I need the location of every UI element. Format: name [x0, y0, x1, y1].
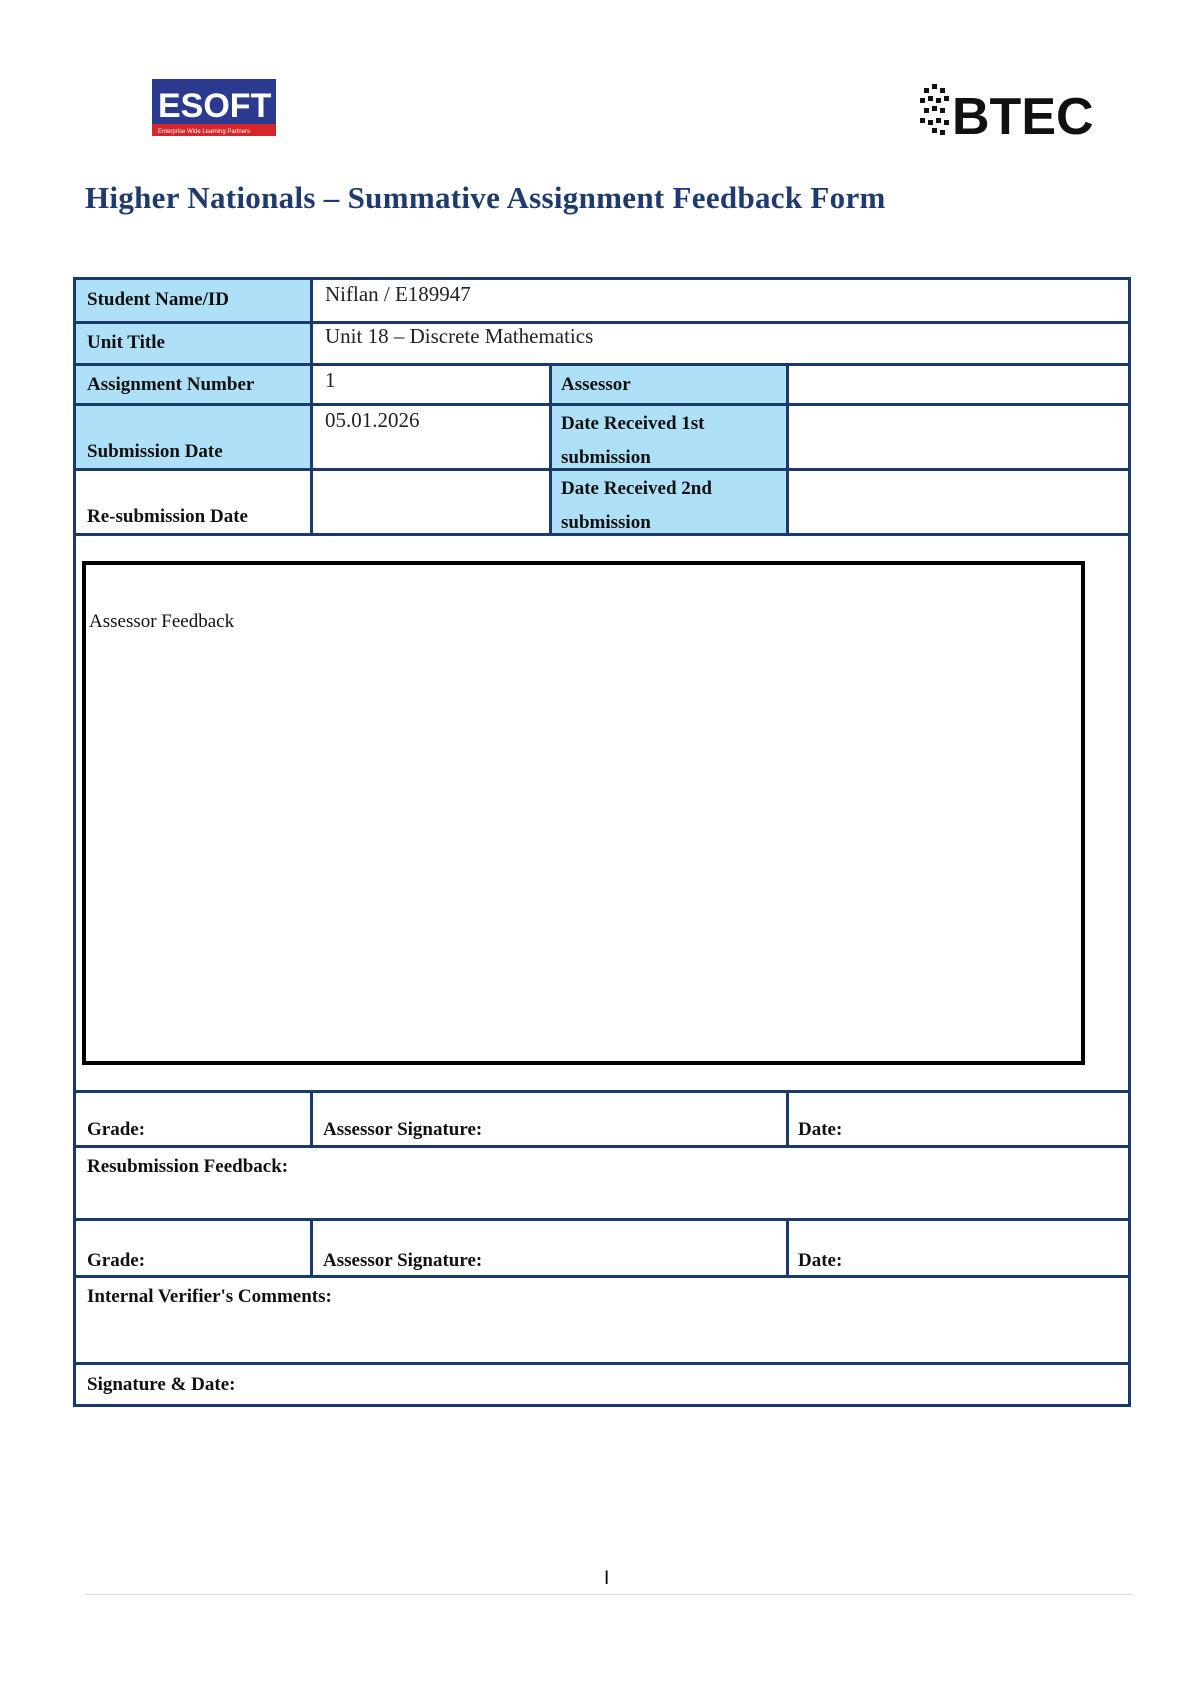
column-divider — [310, 1218, 313, 1275]
date-label: Date: — [798, 1119, 843, 1140]
submission-date-label: Submission Date — [87, 441, 223, 462]
btec-logo-text: BTEC — [952, 88, 1094, 140]
row-divider — [73, 403, 1131, 406]
page-title: Higher Nationals – Summative Assignment Feedback Form — [85, 180, 886, 215]
page-number: I — [604, 1568, 610, 1589]
row-divider — [73, 1090, 1131, 1093]
student-name-value[interactable]: Niflan / E189947 — [325, 282, 471, 306]
submission-date-value[interactable]: 05.01.2026 — [325, 408, 420, 432]
date-received-1-label — [561, 413, 786, 468]
row-divider — [73, 1275, 1131, 1278]
assignment-number-label: Assignment Number — [87, 374, 255, 395]
row-divider — [73, 363, 1131, 366]
column-divider — [786, 363, 789, 533]
grade-label: Grade: — [87, 1119, 146, 1140]
date-received-1-line2: submission — [561, 447, 651, 468]
btec-logo — [920, 82, 1102, 140]
esoft-tagline: Enterprise Wide Learning Partners — [158, 129, 251, 135]
assessor-signature-label-2: Assessor Signature: — [323, 1250, 483, 1271]
grade-label-2: Grade: — [87, 1250, 146, 1271]
student-name-label: Student Name/ID — [87, 289, 229, 310]
date-received-1-line1: Date Received 1st — [561, 413, 705, 434]
date-received-2-line2: submission — [561, 512, 651, 533]
signature-date-label: Signature & Date: — [87, 1374, 236, 1395]
row-divider — [73, 321, 1131, 324]
column-divider — [310, 277, 313, 533]
assessor-feedback-box[interactable] — [82, 561, 1085, 1065]
row-divider — [73, 1218, 1131, 1221]
date-label-2: Date: — [798, 1250, 843, 1271]
column-divider — [310, 1090, 313, 1145]
resubmission-feedback-label: Resubmission Feedback: — [87, 1156, 289, 1177]
row-divider — [73, 1362, 1131, 1365]
assignment-number-value[interactable]: 1 — [325, 368, 336, 392]
esoft-logo — [152, 79, 276, 136]
row-divider — [73, 533, 1131, 536]
internal-verifier-comments-label: Internal Verifier's Comments: — [87, 1286, 332, 1307]
date-received-2-label — [561, 478, 786, 533]
footer-divider — [85, 1594, 1133, 1595]
column-divider — [786, 1090, 789, 1145]
column-divider — [786, 1218, 789, 1275]
column-divider — [549, 363, 552, 533]
row-divider — [73, 1145, 1131, 1148]
assessor-feedback-label: Assessor Feedback — [89, 611, 235, 632]
assessor-label: Assessor — [561, 374, 631, 395]
row-divider — [73, 468, 1131, 471]
resubmission-date-label: Re-submission Date — [87, 506, 248, 527]
assessor-signature-label: Assessor Signature: — [323, 1119, 483, 1140]
esoft-logo-text: ESOFT — [158, 87, 272, 125]
unit-title-label: Unit Title — [87, 332, 165, 353]
unit-title-value[interactable]: Unit 18 – Discrete Mathematics — [325, 324, 594, 348]
date-received-2-line1: Date Received 2nd — [561, 478, 712, 499]
